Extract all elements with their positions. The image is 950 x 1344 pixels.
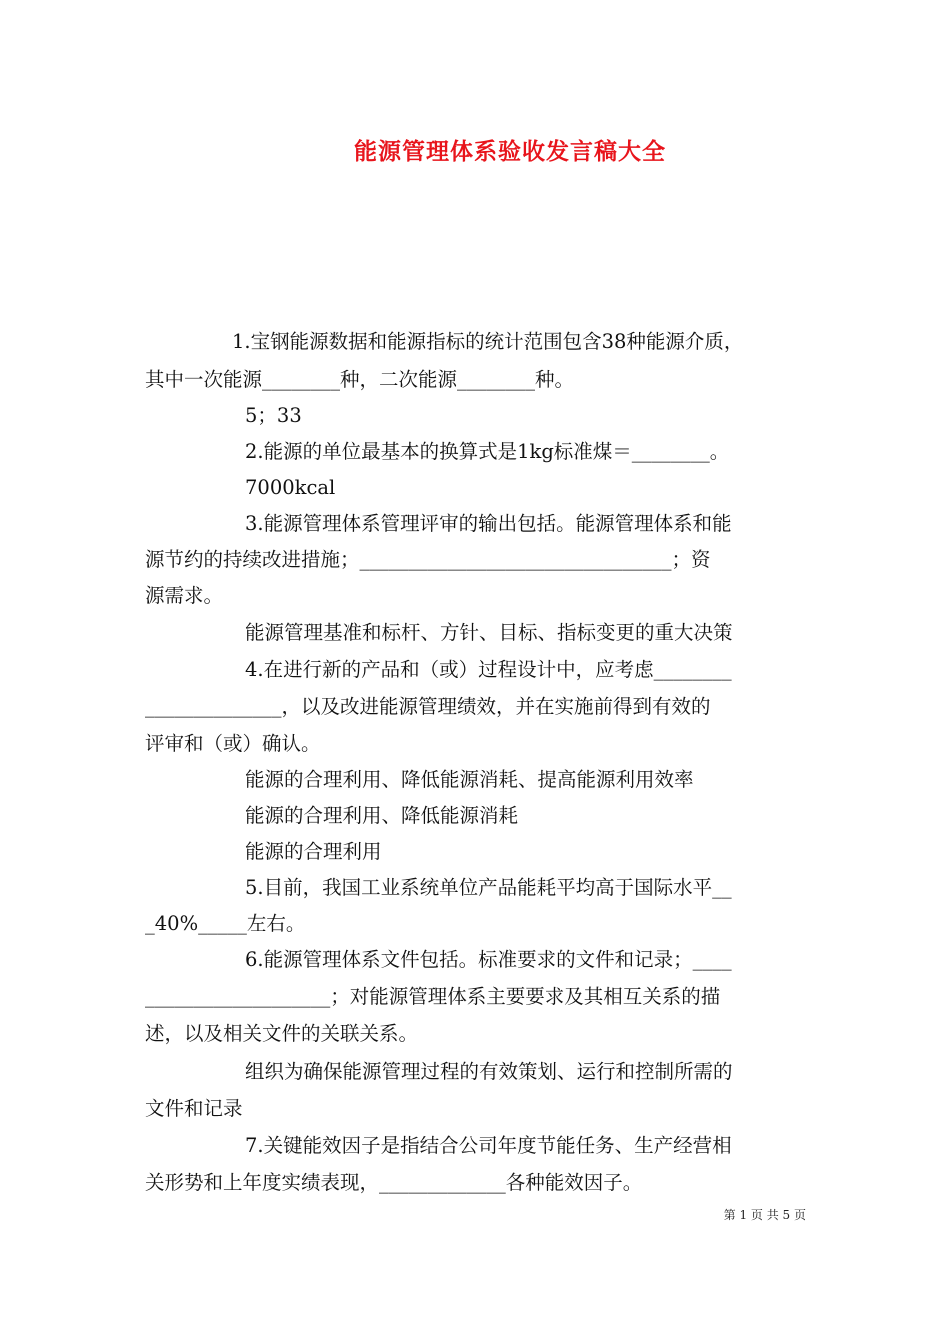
answer-line: 能源的合理利用: [245, 840, 382, 863]
answer-line: 5；33: [245, 404, 302, 427]
document-title: 能源管理体系验收发言稿大全: [354, 138, 666, 165]
body-line: 其中一次能源________种，二次能源________种。: [145, 368, 575, 391]
body-line: 6.能源管理体系文件包括。标准要求的文件和记录；____: [245, 948, 732, 971]
body-line: 3.能源管理体系管理评审的输出包括。能源管理体系和能: [245, 512, 732, 535]
body-line: 7.关键能效因子是指结合公司年度节能任务、生产经营相: [245, 1134, 732, 1157]
page-number: 第 1 页 共 5 页: [723, 1208, 806, 1222]
body-line: 评审和（或）确认。: [145, 732, 321, 755]
answer-line: 组织为确保能源管理过程的有效策划、运行和控制所需的: [245, 1060, 733, 1083]
body-line: 1.宝钢能源数据和能源指标的统计范围包含38种能源介质，: [232, 330, 744, 353]
body-line: ______________，以及改进能源管理绩效，并在实施前得到有效的: [145, 695, 711, 718]
body-line: 源需求。: [145, 584, 224, 607]
body-line: _40%_____左右。: [145, 912, 306, 935]
body-line: 关形势和上年度实绩表现，_____________各种能效因子。: [145, 1171, 643, 1194]
answer-line: 能源的合理利用、降低能源消耗: [245, 804, 519, 827]
answer-line: 文件和记录: [145, 1097, 243, 1120]
body-line: 述，以及相关文件的关联关系。: [145, 1022, 419, 1045]
answer-line: 7000kcal: [245, 476, 336, 499]
answer-line: 能源的合理利用、降低能源消耗、提高能源利用效率: [245, 768, 694, 791]
answer-line: 能源管理基准和标杆、方针、目标、指标变更的重大决策: [245, 621, 733, 644]
body-line: 4.在进行新的产品和（或）过程设计中，应考虑________: [245, 658, 732, 681]
body-line: ___________________；对能源管理体系主要要求及其相互关系的描: [145, 985, 721, 1008]
body-line: 源节约的持续改进措施；________________________________；资: [145, 548, 711, 571]
body-line: 2.能源的单位最基本的换算式是1kg标准煤＝________。: [245, 440, 730, 463]
body-line: 5.目前，我国工业系统单位产品能耗平均高于国际水平__: [245, 876, 732, 899]
